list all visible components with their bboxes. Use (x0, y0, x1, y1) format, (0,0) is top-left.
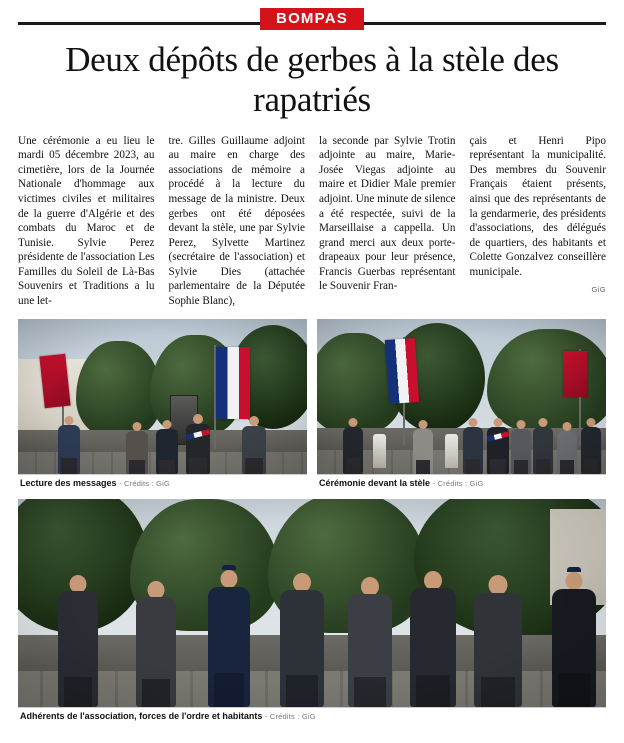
legs (286, 675, 318, 707)
head (566, 572, 583, 590)
person (474, 575, 522, 707)
article-credit: GiG (591, 285, 606, 295)
person (511, 420, 531, 474)
legs (466, 459, 480, 474)
legs (346, 458, 360, 474)
person (413, 420, 433, 474)
person (242, 416, 266, 474)
head (349, 418, 358, 427)
legs (354, 677, 386, 707)
column-text: la seconde par Sylvie Trotin adjointe au maire, Marie-Josée Viegas adjointe au maire et Didier Male premier adjoint. Une minute de silence a été respectée, suivi de la Marseillaise a cappella. Un grand merci aux deux porte-drapeaux pour leur présence, Francis Guerbas représentant le Souvenir Fran- (319, 134, 456, 293)
person (463, 418, 483, 474)
person (348, 577, 392, 707)
head (148, 581, 165, 599)
column-text: çais et Henri Pipo représentant la municipalité. Des membres du Souvenir Français étaient présents, ainsi que des représentants de la gendarmerie, des présidents d'associations, des délégués de quartiers, des habitants et Colette Gonzalvez conseillère municipale. (469, 134, 606, 278)
photo-lecture-des-messages (18, 319, 307, 490)
article-body (18, 134, 606, 309)
caption-text: Adhérents de l'association, forces de l'ordre et habitants (20, 710, 263, 721)
article-column-2 (169, 134, 306, 309)
person (343, 418, 363, 474)
head (221, 570, 238, 588)
head (489, 575, 508, 595)
section-flag: BOMPAS (260, 8, 364, 30)
legs (558, 673, 590, 707)
photo-image (18, 319, 307, 474)
person (58, 575, 98, 707)
legs (536, 459, 550, 474)
photo-caption (18, 474, 307, 490)
legs (189, 458, 206, 474)
person (557, 422, 577, 474)
legs (584, 459, 598, 474)
person (156, 420, 178, 474)
legs (159, 460, 175, 474)
bollard-left (373, 434, 386, 468)
tricolour-sash (186, 429, 210, 440)
page-title: Deux dépôts de gerbes à la stèle des rapatriés (65, 40, 559, 119)
photo-caption (317, 474, 606, 490)
legs (142, 679, 171, 707)
head (494, 418, 503, 427)
flag-red-right (563, 351, 587, 397)
head (65, 416, 74, 425)
head (133, 422, 142, 431)
head (293, 573, 311, 592)
legs (481, 677, 516, 707)
article-column-3 (319, 134, 456, 309)
caption-text: Cérémonie devant la stèle (319, 477, 431, 488)
person (533, 418, 553, 474)
person (58, 416, 80, 474)
flag-french-left (385, 338, 419, 404)
column-text: tre. Gilles Guillaume adjoint au maire en charge des associations de mémoire a procédé à la lecture du message de la ministre. Deux gerbes ont été déposées devant la stèle, une par Sylvie Perez, Sylvette Martinez (secrétaire de l'association) et Sylvie Dies (attachée parlementaire de la Députée Sophie Blanc), (168, 134, 305, 307)
head (424, 571, 442, 590)
tricolour-sash (487, 431, 509, 441)
photo-row-top (18, 319, 606, 490)
head (361, 577, 379, 596)
legs (214, 673, 244, 707)
head (419, 420, 428, 429)
legs (416, 460, 430, 474)
legs (560, 460, 574, 474)
head (587, 418, 596, 427)
caption-credit: - Crédits : GiG (119, 478, 171, 488)
head (539, 418, 548, 427)
photo-caption (18, 707, 606, 723)
hedge-left (76, 341, 162, 437)
flag-red-left (39, 353, 70, 407)
person-with-sash (487, 418, 509, 474)
head (469, 418, 478, 427)
person-with-sash (186, 414, 210, 474)
photo-adherents-forces-ordre-habitants (18, 499, 606, 723)
photo-image (18, 499, 606, 707)
photo-image (317, 319, 606, 474)
caption-credit: - Crédits : GiG (432, 478, 484, 488)
section-header (18, 0, 606, 34)
legs (64, 677, 93, 707)
column-text: Une cérémonie a eu lieu le mardi 05 décembre 2023, au cimetière, lors de la Journée Nationale d'hommage aux victimes civiles et militaires de la guerre d'Algérie et des combats du Maroc et de Tunisie. Sylvie Perez présidente de l'association Les Familles du Soleil de Là-Bas Souvenirs et Traditions a lu une let- (18, 134, 155, 307)
person (136, 581, 176, 707)
legs (416, 675, 449, 707)
head (163, 420, 172, 429)
person (280, 573, 324, 707)
caption-credit: - Crédits : GiG (264, 711, 316, 721)
legs (61, 458, 77, 474)
head (70, 575, 87, 593)
person-gendarme (552, 569, 596, 707)
flag-french-right (216, 347, 250, 419)
bollard-right (445, 434, 458, 468)
person-gendarme (208, 567, 250, 707)
legs (514, 460, 528, 474)
head (249, 416, 259, 426)
caption-text: Lecture des messages (20, 477, 117, 488)
person (410, 571, 456, 707)
head (193, 414, 203, 424)
article-column-4 (470, 134, 607, 309)
person (126, 422, 148, 474)
legs (490, 459, 506, 474)
head (563, 422, 572, 431)
photo-ceremonie-devant-la-stele (317, 319, 606, 490)
head (517, 420, 526, 429)
person (581, 418, 601, 474)
article-column-1 (18, 134, 155, 309)
photo-row-bottom (18, 499, 606, 723)
legs (129, 460, 145, 474)
legs (245, 458, 262, 474)
